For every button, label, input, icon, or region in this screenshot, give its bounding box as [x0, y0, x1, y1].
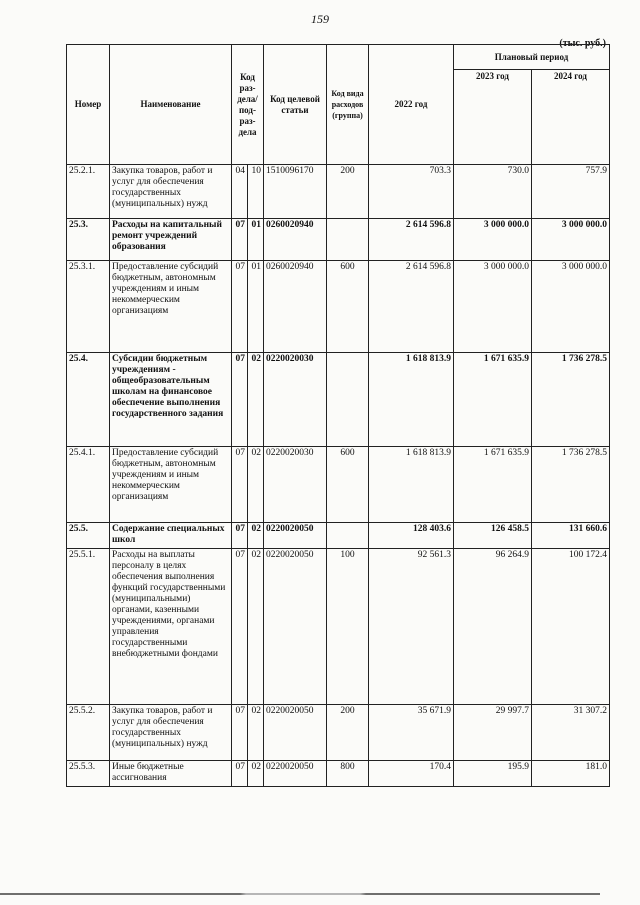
- row-target: 0220020050: [264, 523, 327, 549]
- units-label: (тыс. руб.): [559, 38, 606, 49]
- header-2022: 2022 год: [369, 45, 454, 165]
- row-section: 07: [232, 261, 248, 353]
- table-row: [67, 353, 610, 447]
- row-name: Предоставление субсидий бюджетным, автономным учреждениям и иным некоммерческим организациям: [110, 261, 232, 353]
- header-2023: 2023 год: [454, 70, 532, 165]
- row-number: 25.5.1.: [67, 549, 110, 705]
- row-subsection: 02: [248, 549, 264, 705]
- row-number: 25.5.3.: [67, 761, 110, 787]
- row-value-2023: 1 671 635.9: [454, 353, 532, 447]
- row-expense-type: 100: [327, 549, 369, 705]
- row-section: 07: [232, 353, 248, 447]
- row-value-2022: 128 403.6: [369, 523, 454, 549]
- row-target: 0220020050: [264, 549, 327, 705]
- header-expense-type: Код вида расходов (группа): [327, 45, 369, 165]
- row-value-2022: 703.3: [369, 165, 454, 219]
- row-subsection: 02: [248, 705, 264, 761]
- row-subsection: 10: [248, 165, 264, 219]
- row-name: Закупка товаров, работ и услуг для обеспечения государственных (муниципальных) нужд: [110, 705, 232, 761]
- table-row: [67, 165, 610, 219]
- row-name: Расходы на выплаты персоналу в целях обеспечения выполнения функций государственными (муниципальными) органами, казенными учреждениями, органами управления государственными внебюджетными фондами: [110, 549, 232, 705]
- row-subsection: 02: [248, 353, 264, 447]
- row-value-2024: 131 660.6: [532, 523, 610, 549]
- table-row: [67, 549, 610, 705]
- row-section: 07: [232, 705, 248, 761]
- row-value-2024: 3 000 000.0: [532, 261, 610, 353]
- row-section: 07: [232, 761, 248, 787]
- row-expense-type: 600: [327, 447, 369, 523]
- row-value-2023: 195.9: [454, 761, 532, 787]
- row-value-2022: 1 618 813.9: [369, 353, 454, 447]
- table-row: [67, 447, 610, 523]
- row-value-2024: 757.9: [532, 165, 610, 219]
- table-row: [67, 761, 610, 787]
- row-number: 25.5.: [67, 523, 110, 549]
- row-value-2024: 1 736 278.5: [532, 353, 610, 447]
- row-value-2023: 29 997.7: [454, 705, 532, 761]
- table-row: [67, 219, 610, 261]
- row-subsection: 01: [248, 261, 264, 353]
- row-name: Субсидии бюджетным учреждениям - общеобразовательным школам на финансовое обеспечение выполнения государственного задания: [110, 353, 232, 447]
- row-target: 0220020030: [264, 447, 327, 523]
- table-row: [67, 705, 610, 761]
- row-value-2022: 2 614 596.8: [369, 219, 454, 261]
- table-row: [67, 261, 610, 353]
- row-subsection: 02: [248, 523, 264, 549]
- row-target: 0220020050: [264, 705, 327, 761]
- row-section: 07: [232, 523, 248, 549]
- row-section: 07: [232, 219, 248, 261]
- row-expense-type: 600: [327, 261, 369, 353]
- row-expense-type: 800: [327, 761, 369, 787]
- row-value-2022: 170.4: [369, 761, 454, 787]
- footer-scan-line: [0, 893, 600, 895]
- row-section: 07: [232, 549, 248, 705]
- page-number: 159: [311, 12, 329, 26]
- row-number: 25.2.1.: [67, 165, 110, 219]
- header-planned-period: Плановый период: [454, 45, 610, 70]
- row-target: 0220020030: [264, 353, 327, 447]
- row-value-2022: 1 618 813.9: [369, 447, 454, 523]
- budget-table: [66, 44, 610, 787]
- row-value-2024: 181.0: [532, 761, 610, 787]
- header-2024: 2024 год: [532, 70, 610, 165]
- row-value-2023: 730.0: [454, 165, 532, 219]
- row-name: Закупка товаров, работ и услуг для обеспечения государственных (муниципальных) нужд: [110, 165, 232, 219]
- row-number: 25.5.2.: [67, 705, 110, 761]
- header-number: Номер: [67, 45, 110, 165]
- row-value-2024: 100 172.4: [532, 549, 610, 705]
- row-value-2024: 3 000 000.0: [532, 219, 610, 261]
- row-subsection: 01: [248, 219, 264, 261]
- row-name: Расходы на капитальный ремонт учреждений образования: [110, 219, 232, 261]
- row-value-2023: 3 000 000.0: [454, 219, 532, 261]
- row-target: 1510096170: [264, 165, 327, 219]
- row-expense-type: [327, 219, 369, 261]
- row-expense-type: 200: [327, 165, 369, 219]
- row-number: 25.3.1.: [67, 261, 110, 353]
- row-value-2022: 35 671.9: [369, 705, 454, 761]
- row-value-2023: 126 458.5: [454, 523, 532, 549]
- row-target: 0220020050: [264, 761, 327, 787]
- row-subsection: 02: [248, 447, 264, 523]
- table-row: [67, 523, 610, 549]
- row-target: 0260020940: [264, 261, 327, 353]
- header-target: Код целевой статьи: [264, 45, 327, 165]
- row-number: 25.3.: [67, 219, 110, 261]
- row-name: Иные бюджетные ассигнования: [110, 761, 232, 787]
- row-section: 07: [232, 447, 248, 523]
- header-name: Наименование: [110, 45, 232, 165]
- row-expense-type: [327, 353, 369, 447]
- row-value-2023: 96 264.9: [454, 549, 532, 705]
- row-target: 0260020940: [264, 219, 327, 261]
- row-value-2022: 92 561.3: [369, 549, 454, 705]
- header-section: Код раз-дела/ под-раз-дела: [232, 45, 264, 165]
- row-value-2023: 1 671 635.9: [454, 447, 532, 523]
- row-section: 04: [232, 165, 248, 219]
- row-expense-type: 200: [327, 705, 369, 761]
- row-value-2022: 2 614 596.8: [369, 261, 454, 353]
- row-name: Предоставление субсидий бюджетным, автономным учреждениям и иным некоммерческим организациям: [110, 447, 232, 523]
- row-number: 25.4.: [67, 353, 110, 447]
- row-value-2024: 31 307.2: [532, 705, 610, 761]
- row-number: 25.4.1.: [67, 447, 110, 523]
- row-value-2024: 1 736 278.5: [532, 447, 610, 523]
- row-expense-type: [327, 523, 369, 549]
- row-subsection: 02: [248, 761, 264, 787]
- row-value-2023: 3 000 000.0: [454, 261, 532, 353]
- row-name: Содержание специальных школ: [110, 523, 232, 549]
